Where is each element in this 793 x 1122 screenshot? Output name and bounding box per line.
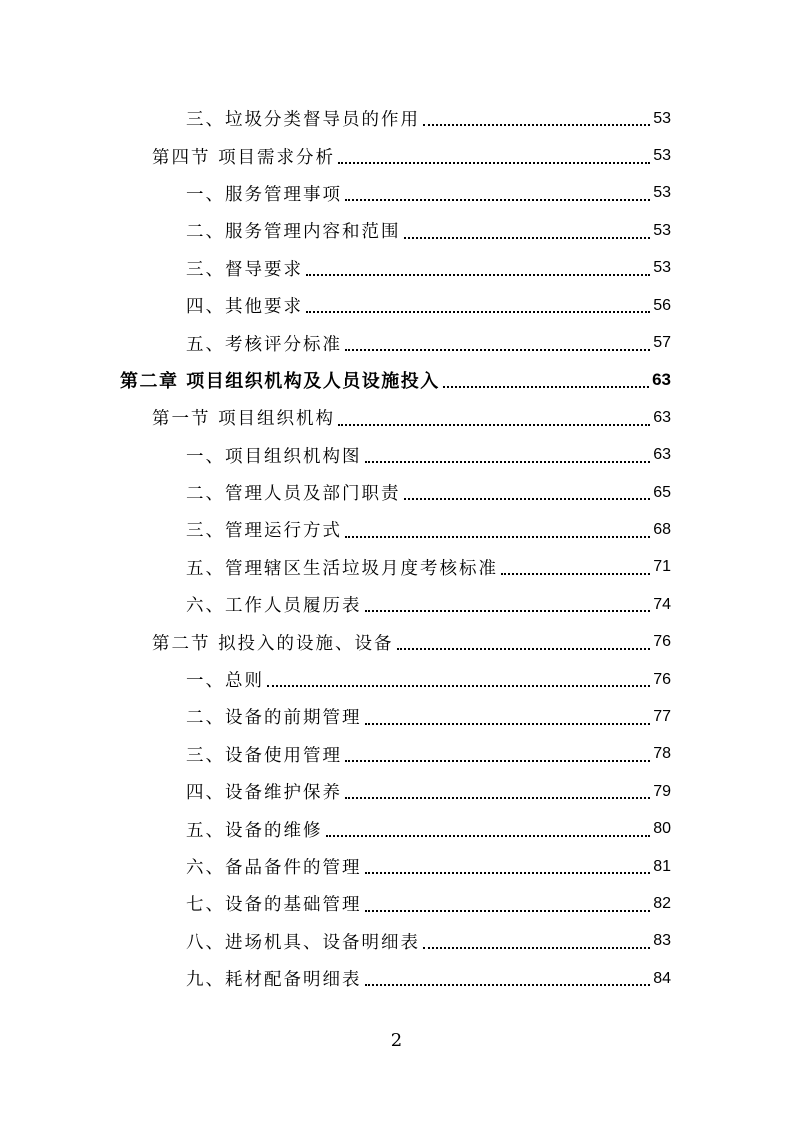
- toc-dot-leader: [365, 722, 651, 725]
- toc-entry-title: 三、管理运行方式: [186, 521, 342, 542]
- toc-entry[interactable]: [0, 212, 793, 249]
- toc-entry-title: 第一节 项目组织机构: [152, 409, 336, 430]
- toc-entry[interactable]: [0, 960, 793, 997]
- toc-entry[interactable]: [0, 773, 793, 810]
- toc-dot-leader: [345, 759, 650, 762]
- toc-entry[interactable]: [0, 661, 793, 698]
- toc-dot-leader: [338, 423, 650, 426]
- toc-entry-title: 第四节 项目需求分析: [152, 147, 336, 168]
- toc-dot-leader: [365, 609, 651, 612]
- toc-entry-title: 第二章 项目组织机构及人员设施投入: [120, 371, 440, 393]
- toc-entry-title: 一、服务管理事项: [186, 184, 342, 205]
- toc-entry-page: 56: [653, 296, 671, 314]
- toc-entry[interactable]: [0, 848, 793, 885]
- toc-entry-page: 84: [653, 969, 671, 987]
- toc-entry-page: 78: [653, 745, 671, 763]
- toc-entry-page: 77: [653, 707, 671, 725]
- toc-dot-leader: [365, 460, 651, 463]
- toc-dot-leader: [267, 684, 650, 687]
- toc-dot-leader: [365, 871, 651, 874]
- toc-dot-leader: [306, 273, 650, 276]
- toc-entry-page: 63: [653, 408, 671, 426]
- toc-entry-page: 74: [653, 595, 671, 613]
- toc-dot-leader: [345, 796, 650, 799]
- toc-dot-leader: [345, 348, 650, 351]
- toc-dot-leader: [326, 834, 651, 837]
- toc-entry-page: 65: [653, 483, 671, 501]
- toc-entry-title: 九、耗材配备明细表: [186, 970, 362, 991]
- toc-entry-page: 57: [653, 334, 671, 352]
- toc-entry-title: 五、考核评分标准: [186, 334, 342, 355]
- toc-entry-page: 53: [653, 221, 671, 239]
- toc-entry-title: 第二节 拟投入的设施、设备: [152, 633, 394, 654]
- toc-entry-page: 76: [653, 670, 671, 688]
- toc-entry-title: 二、设备的前期管理: [186, 708, 362, 729]
- toc-entry[interactable]: [0, 885, 793, 922]
- toc-entry-page: 68: [653, 520, 671, 538]
- toc-entry[interactable]: [0, 250, 793, 287]
- toc-entry-page: 80: [653, 820, 671, 838]
- toc-entry[interactable]: [0, 399, 793, 436]
- toc-entry[interactable]: [0, 324, 793, 361]
- table-of-contents: [0, 100, 793, 997]
- toc-entry-page: 63: [652, 370, 671, 390]
- toc-entry-page: 83: [653, 932, 671, 950]
- toc-entry-title: 三、设备使用管理: [186, 745, 342, 766]
- toc-dot-leader: [423, 123, 650, 126]
- toc-chapter-entry[interactable]: [0, 362, 793, 399]
- toc-entry-page: 53: [653, 184, 671, 202]
- toc-dot-leader: [365, 909, 651, 912]
- toc-entry[interactable]: [0, 287, 793, 324]
- toc-dot-leader: [397, 647, 650, 650]
- toc-entry-page: 82: [653, 894, 671, 912]
- toc-dot-leader: [365, 983, 651, 986]
- toc-dot-leader: [338, 161, 650, 164]
- toc-entry-title: 六、备品备件的管理: [186, 858, 362, 878]
- toc-entry-title: 二、服务管理内容和范围: [186, 222, 401, 243]
- toc-entry[interactable]: [0, 810, 793, 847]
- toc-entry-title: 四、设备维护保养: [186, 783, 342, 804]
- toc-entry-page: 53: [653, 109, 671, 127]
- toc-entry-title: 八、进场机具、设备明细表: [186, 932, 420, 953]
- toc-dot-leader: [501, 572, 650, 575]
- toc-entry[interactable]: [0, 137, 793, 174]
- toc-entry[interactable]: [0, 511, 793, 548]
- toc-dot-leader: [423, 946, 650, 949]
- toc-entry[interactable]: [0, 474, 793, 511]
- toc-entry[interactable]: [0, 623, 793, 660]
- toc-dot-leader: [345, 535, 650, 538]
- toc-dot-leader: [404, 236, 651, 239]
- toc-dot-leader: [345, 198, 650, 201]
- toc-entry[interactable]: [0, 586, 793, 623]
- toc-entry-page: 79: [653, 782, 671, 800]
- toc-dot-leader: [443, 385, 649, 388]
- toc-entry-title: 六、工作人员履历表: [186, 596, 362, 617]
- toc-entry[interactable]: [0, 736, 793, 773]
- toc-entry-page: 81: [653, 857, 671, 875]
- toc-entry-title: 五、设备的维修: [186, 820, 323, 841]
- toc-entry-page: 53: [653, 259, 671, 277]
- toc-entry[interactable]: [0, 549, 793, 586]
- toc-entry-page: 63: [653, 446, 671, 464]
- toc-entry[interactable]: [0, 437, 793, 474]
- toc-entry-page: 53: [653, 147, 671, 165]
- toc-dot-leader: [404, 497, 651, 500]
- toc-entry[interactable]: [0, 698, 793, 735]
- toc-dot-leader: [306, 310, 650, 313]
- toc-entry-title: 三、垃圾分类督导员的作用: [186, 110, 420, 131]
- toc-entry-title: 二、管理人员及部门职责: [186, 484, 401, 505]
- toc-entry-page: 71: [653, 558, 671, 576]
- toc-entry[interactable]: [0, 175, 793, 212]
- toc-entry-page: 76: [653, 633, 671, 651]
- toc-entry-title: 五、管理辖区生活垃圾月度考核标准: [186, 558, 498, 579]
- page-number: 2: [390, 1030, 403, 1051]
- toc-entry-title: 一、总则: [186, 671, 264, 692]
- toc-entry-title: 三、督导要求: [186, 259, 303, 280]
- toc-entry[interactable]: [0, 100, 793, 137]
- toc-entry-title: 四、其他要求: [186, 297, 303, 318]
- toc-entry-title: 一、项目组织机构图: [186, 446, 362, 467]
- toc-entry[interactable]: [0, 923, 793, 960]
- toc-entry-title: 七、设备的基础管理: [186, 895, 362, 916]
